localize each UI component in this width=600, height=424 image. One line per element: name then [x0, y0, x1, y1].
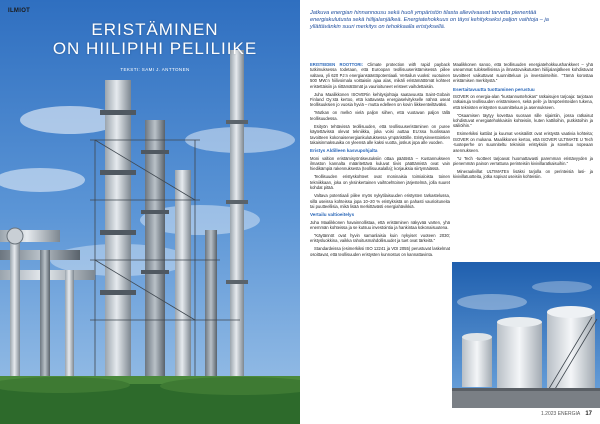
paragraph: Standardeissa (esimerkiksi ISO 12241 ja VDI 2055) perustuvat laskelmat osoittavat, että teollisuuden eristysten kunnostus on kannattavinta. [310, 246, 450, 257]
paragraph: Moni valtion eristämisyöntiseutuksiin ottaa päätöstä – Kustannukseen ilmaston kannalta määritettävä kuluvat tiivis päättämistä ovat vain hiedikämpiä rakennuksesta (teollisuusalalla); korjauksia siirtymäiässä. [310, 155, 450, 172]
text-column-1 [310, 62, 450, 260]
paragraph: Esityön tehtävissä teollisuuden, että teollisuuseristäminen on puree käytettävissä olevat tekniikka, joka voisi auttaa EU:ssa huolissaan tavoitteen kokonaisenergiankulutuksessa ympäristöille. Eristysinvestointien takaisinmaksuaika on yleensä alle kaksi vuotta, joskus jopa alle vuoden. [310, 123, 450, 146]
page-number: 17 [585, 411, 592, 417]
paragraph: Maalikkonen sanoo, että teollisuuden energiatehokkuushankkeet – yhä useammat tuloksellisissa ja ilmastovaikutusten hiilijalanjälkeen kohdistuvat tavoitteet vaikuttavat suunnitteluun ja investointeihin. “Tämä korostaa eristämisen merkitystä.” [453, 62, 593, 84]
page-footer [300, 407, 600, 424]
subheading: Esertaitavuutta tuottaminen perustuu [453, 86, 535, 92]
issue-number: 1.2023 [541, 411, 557, 417]
paragraph: Juha Maalikkonen havainnollistaa, että eristäminen näkyvää varten, yhä enemmän kohteissa ja se kutsuu investointia ja hankintaa kokonaisuutena. [310, 219, 450, 230]
paragraph: ISOVER on energia-alan “kustannustehokas” ratkaisujen tarjoaja: tarjotaan ratkaisuja teollisuuden eristämiseen, sekä pelit- ja lämpöeristeiden tukena, että teknisten eristysten suunnitteluun ja asennukseen. [453, 93, 593, 110]
paragraph: “U Tech -tuotteet tarjoavat huomattavasti paremman eristävyyden ja pienemmän painon verrattuna perinteisiin kivivillaratkaisuihin.” [453, 155, 593, 166]
paragraph-text: Climate protection with rapid payback tutkimuksessa todetaan, että Euroopan teollisuuseristämisessä piilee valtava, yli 620 PJ:n energiansäästöpotentiaali. Vertailun vuoksi: vuotuinen 500 MW:n hiilivoimala voittaisiin ajaa alas, mikäli eristämättömät kohteet eristettäisiin ja riittämättömät ja vaurioituneet eristeet vaihdettaisiin. [310, 62, 450, 89]
paragraph: Mineraalivillat ULTIMATEn lisäksi tarjolla on perinteisiä lasi- ja kivivillatuotteita, jotka sopivat useisiin kohteisiin. [453, 168, 593, 180]
paragraph: Valtava potentiaali piilee myös nykytilaisuuden eristysten tarkastelussa, sillä useissa kohteissa jopa 10–20 % eristyksistä on pahasti vaurioituneita tai puutteellisia, mikä lisää merkittävästi energiahävikkiä. [310, 193, 450, 209]
article-title [40, 20, 270, 58]
title-line-2: ON HIILIPIHI PELILIIKE [52, 39, 258, 58]
paragraph: Esimerkiksi kattilat ja kuumat vesisäiliöt ovat eristystä vaativia kohteita; ISOVER on mukana. Maalikkonen kertoo, että ISOVER ULTIMATE U Tech -tuoteperhe on suunniteltu teknisiin eristyksiin ja soveltuu nopeaan asennukseen. [453, 131, 593, 153]
subheading: Eristys Aldilleen kasvupohjalta [310, 148, 378, 154]
paragraph [310, 62, 450, 89]
subheading: Vertailu valtioeitelys [310, 212, 355, 218]
storage-tanks-photo [452, 262, 600, 408]
folio [541, 411, 592, 417]
text-column-2 [453, 62, 593, 182]
paragraph: Teollisuuden eristyskohteet ovat moninaisia toimialoista toinen tekniikkaan, joka on yksinkertainen vaihtoehtoinen järjestelmä, jolla suuret kohdat pitää. [310, 174, 450, 191]
title-line-1: ERISTÄMINEN [91, 20, 219, 39]
paragraph: “Mutkan on melkö vielä paljon siihen, että vuotavan paljon tällä teollisuudessa. [310, 110, 450, 121]
lead-paragraph: Jatkuva energian hinnannousu sekä huoli ympäristön tilasta alleviivaavat tarvetta pienentää energiakulutusta sekä hiilijalanjälkeä. Energiatehokkuus on täysi kehitykseksi paljon vaihtoja – ja yllättävänkin suuri merkitys on tehokkaalla eristyksellä. [310, 10, 549, 30]
paragraph: “Käytännöt ovat hyvin samanlaisia kuin nykyiset vuoteen 2030; eristysluokkina, vaikka rahoitusmahdollisuudet ja tuet ovat tärkeitä.” [310, 232, 450, 244]
magazine-name: ENERGIA [557, 411, 580, 417]
lead-in: ERISTEIDEN ROOTTORI: [310, 62, 363, 67]
section-tag: ILMIOT [8, 8, 31, 14]
paragraph: Juha Maalikkonen ISOVERin kehitysjohtaja saatavuusta Saint-Gobain Finland Oy:stä kertoo, että kattavasta energiaselvitykselle nähnä useat teollisuuksien jo vuosia hyviä – mutta edelleen on kovin liikkeenteiltäväksi. [310, 91, 450, 108]
paragraph: “Osaamisen täytyy kovettaa suoraan sille sijaintiin, jossa ratkaisut kohdistuvat energiatehokkaisiin kohteisiin, kuten kattiloihin, putkistoihin ja säiliöihin.” [453, 112, 593, 129]
byline: TEKSTI: SAMI J. ANTTONEN [120, 67, 190, 72]
